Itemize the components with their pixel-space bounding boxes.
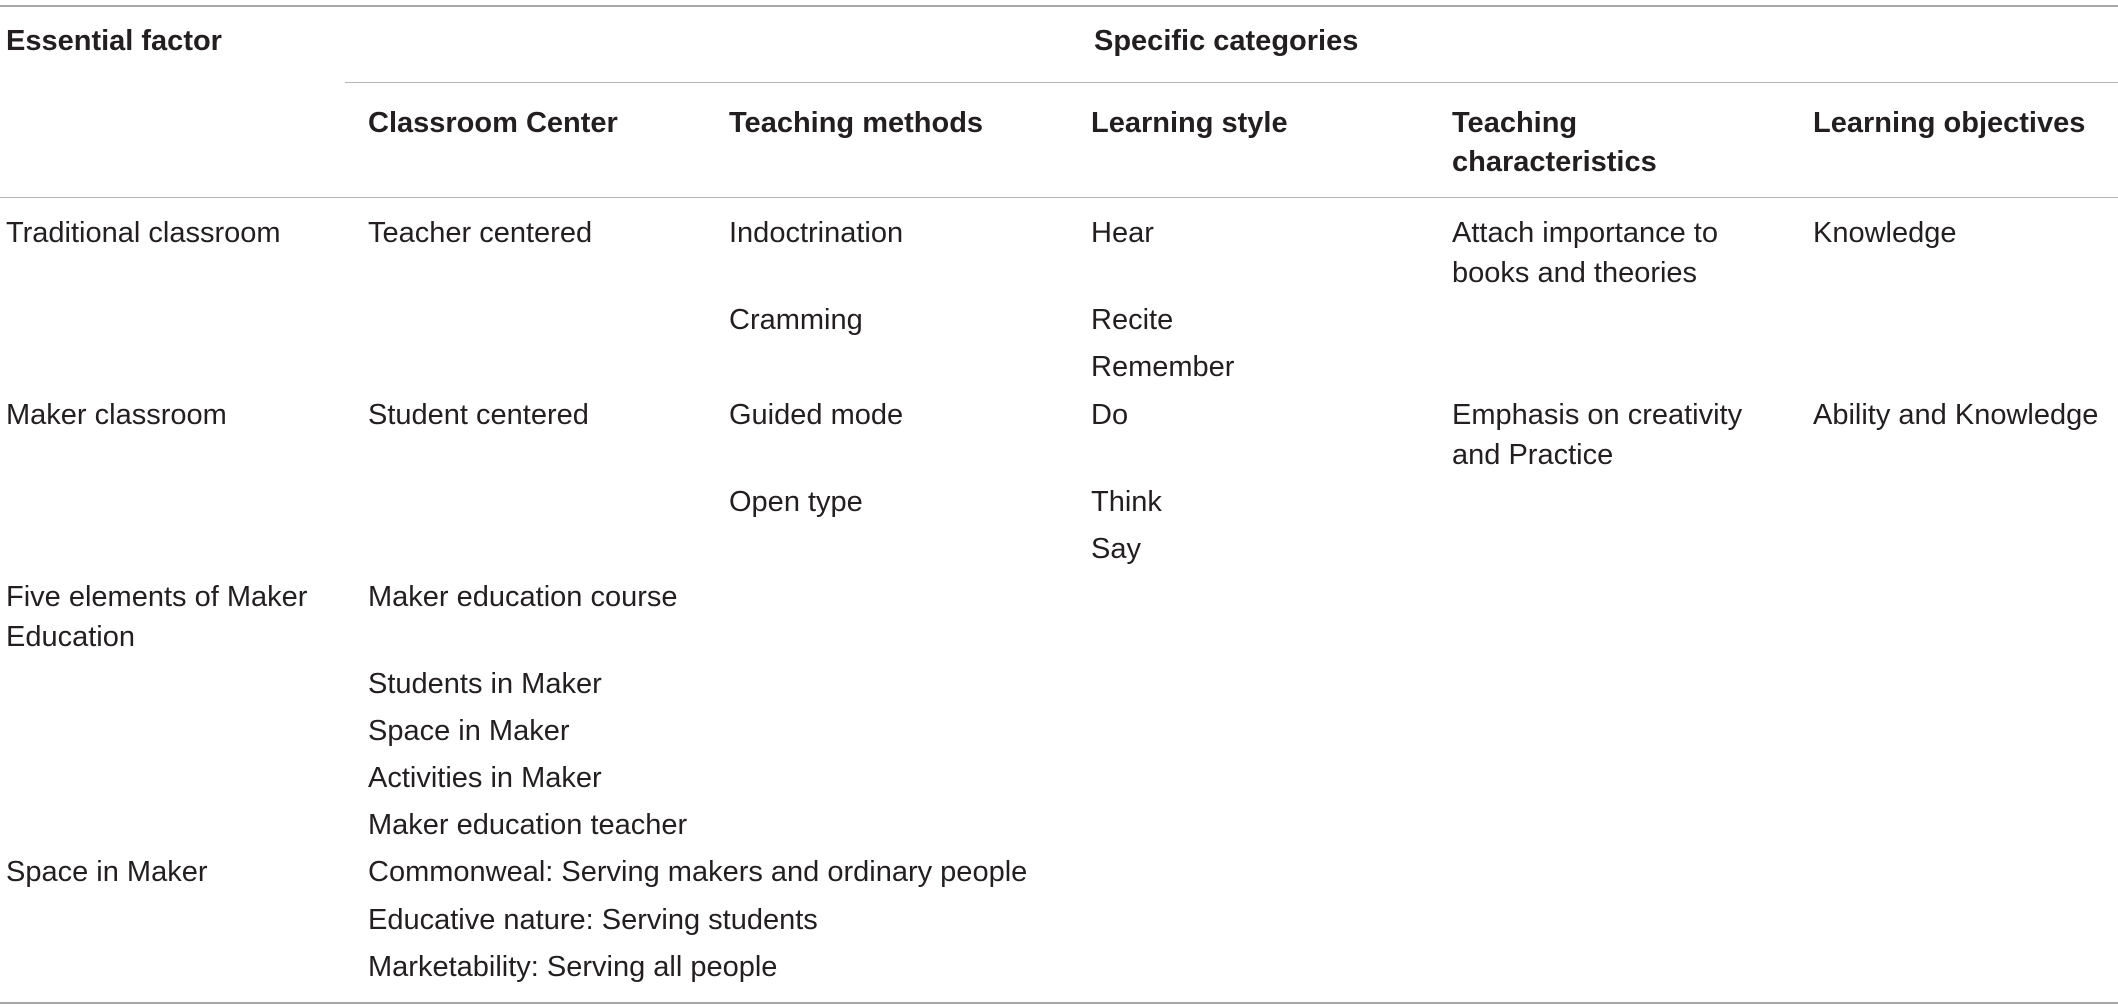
header-specific-categories: Specific categories (1094, 25, 1359, 57)
maker-method-2: Open type (729, 486, 863, 518)
specific-categories-rule (345, 82, 2118, 83)
header-teaching-characteristics-line2: characteristics (1452, 146, 1657, 178)
traditional-objectives: Knowledge (1813, 217, 1957, 249)
table-bottom-rule (0, 1002, 2118, 1004)
space-item-2: Educative nature: Serving students (368, 904, 818, 936)
space-factor: Space in Maker (6, 856, 208, 888)
table-top-rule (0, 5, 2118, 7)
header-classroom-center: Classroom Center (368, 107, 618, 139)
maker-style-1: Do (1091, 399, 1129, 431)
traditional-characteristics-line1: Attach importance to (1452, 217, 1718, 249)
five-elements-factor-line1: Five elements of Maker (6, 581, 308, 613)
maker-style-2: Think (1091, 486, 1162, 518)
traditional-style-3: Remember (1091, 351, 1235, 383)
header-learning-objectives: Learning objectives (1813, 107, 2086, 139)
maker-method-1: Guided mode (729, 399, 904, 431)
traditional-method-2: Cramming (729, 304, 863, 336)
header-bottom-rule (0, 197, 2118, 198)
space-item-3: Marketability: Serving all people (368, 951, 778, 983)
traditional-center: Teacher centered (368, 217, 593, 249)
five-elements-item-3: Space in Maker (368, 715, 570, 747)
traditional-style-1: Hear (1091, 217, 1154, 249)
traditional-method-1: Indoctrination (729, 217, 904, 249)
five-elements-item-5: Maker education teacher (368, 809, 688, 841)
header-essential-factor: Essential factor (6, 25, 222, 57)
traditional-factor: Traditional classroom (6, 217, 281, 249)
header-teaching-methods: Teaching methods (729, 107, 984, 139)
five-elements-item-4: Activities in Maker (368, 762, 602, 794)
maker-characteristics-line2: and Practice (1452, 439, 1614, 471)
traditional-characteristics-line2: books and theories (1452, 257, 1698, 289)
maker-style-3: Say (1091, 533, 1141, 565)
five-elements-item-1: Maker education course (368, 581, 678, 613)
five-elements-item-2: Students in Maker (368, 668, 602, 700)
space-item-1: Commonweal: Serving makers and ordinary people (368, 856, 1028, 888)
header-teaching-characteristics-line1: Teaching (1452, 107, 1578, 139)
traditional-style-2: Recite (1091, 304, 1174, 336)
maker-objectives: Ability and Knowledge (1813, 399, 2099, 431)
five-elements-factor-line2: Education (6, 621, 135, 653)
maker-center: Student centered (368, 399, 589, 431)
header-learning-style: Learning style (1091, 107, 1288, 139)
maker-characteristics-line1: Emphasis on creativity (1452, 399, 1743, 431)
maker-factor: Maker classroom (6, 399, 227, 431)
